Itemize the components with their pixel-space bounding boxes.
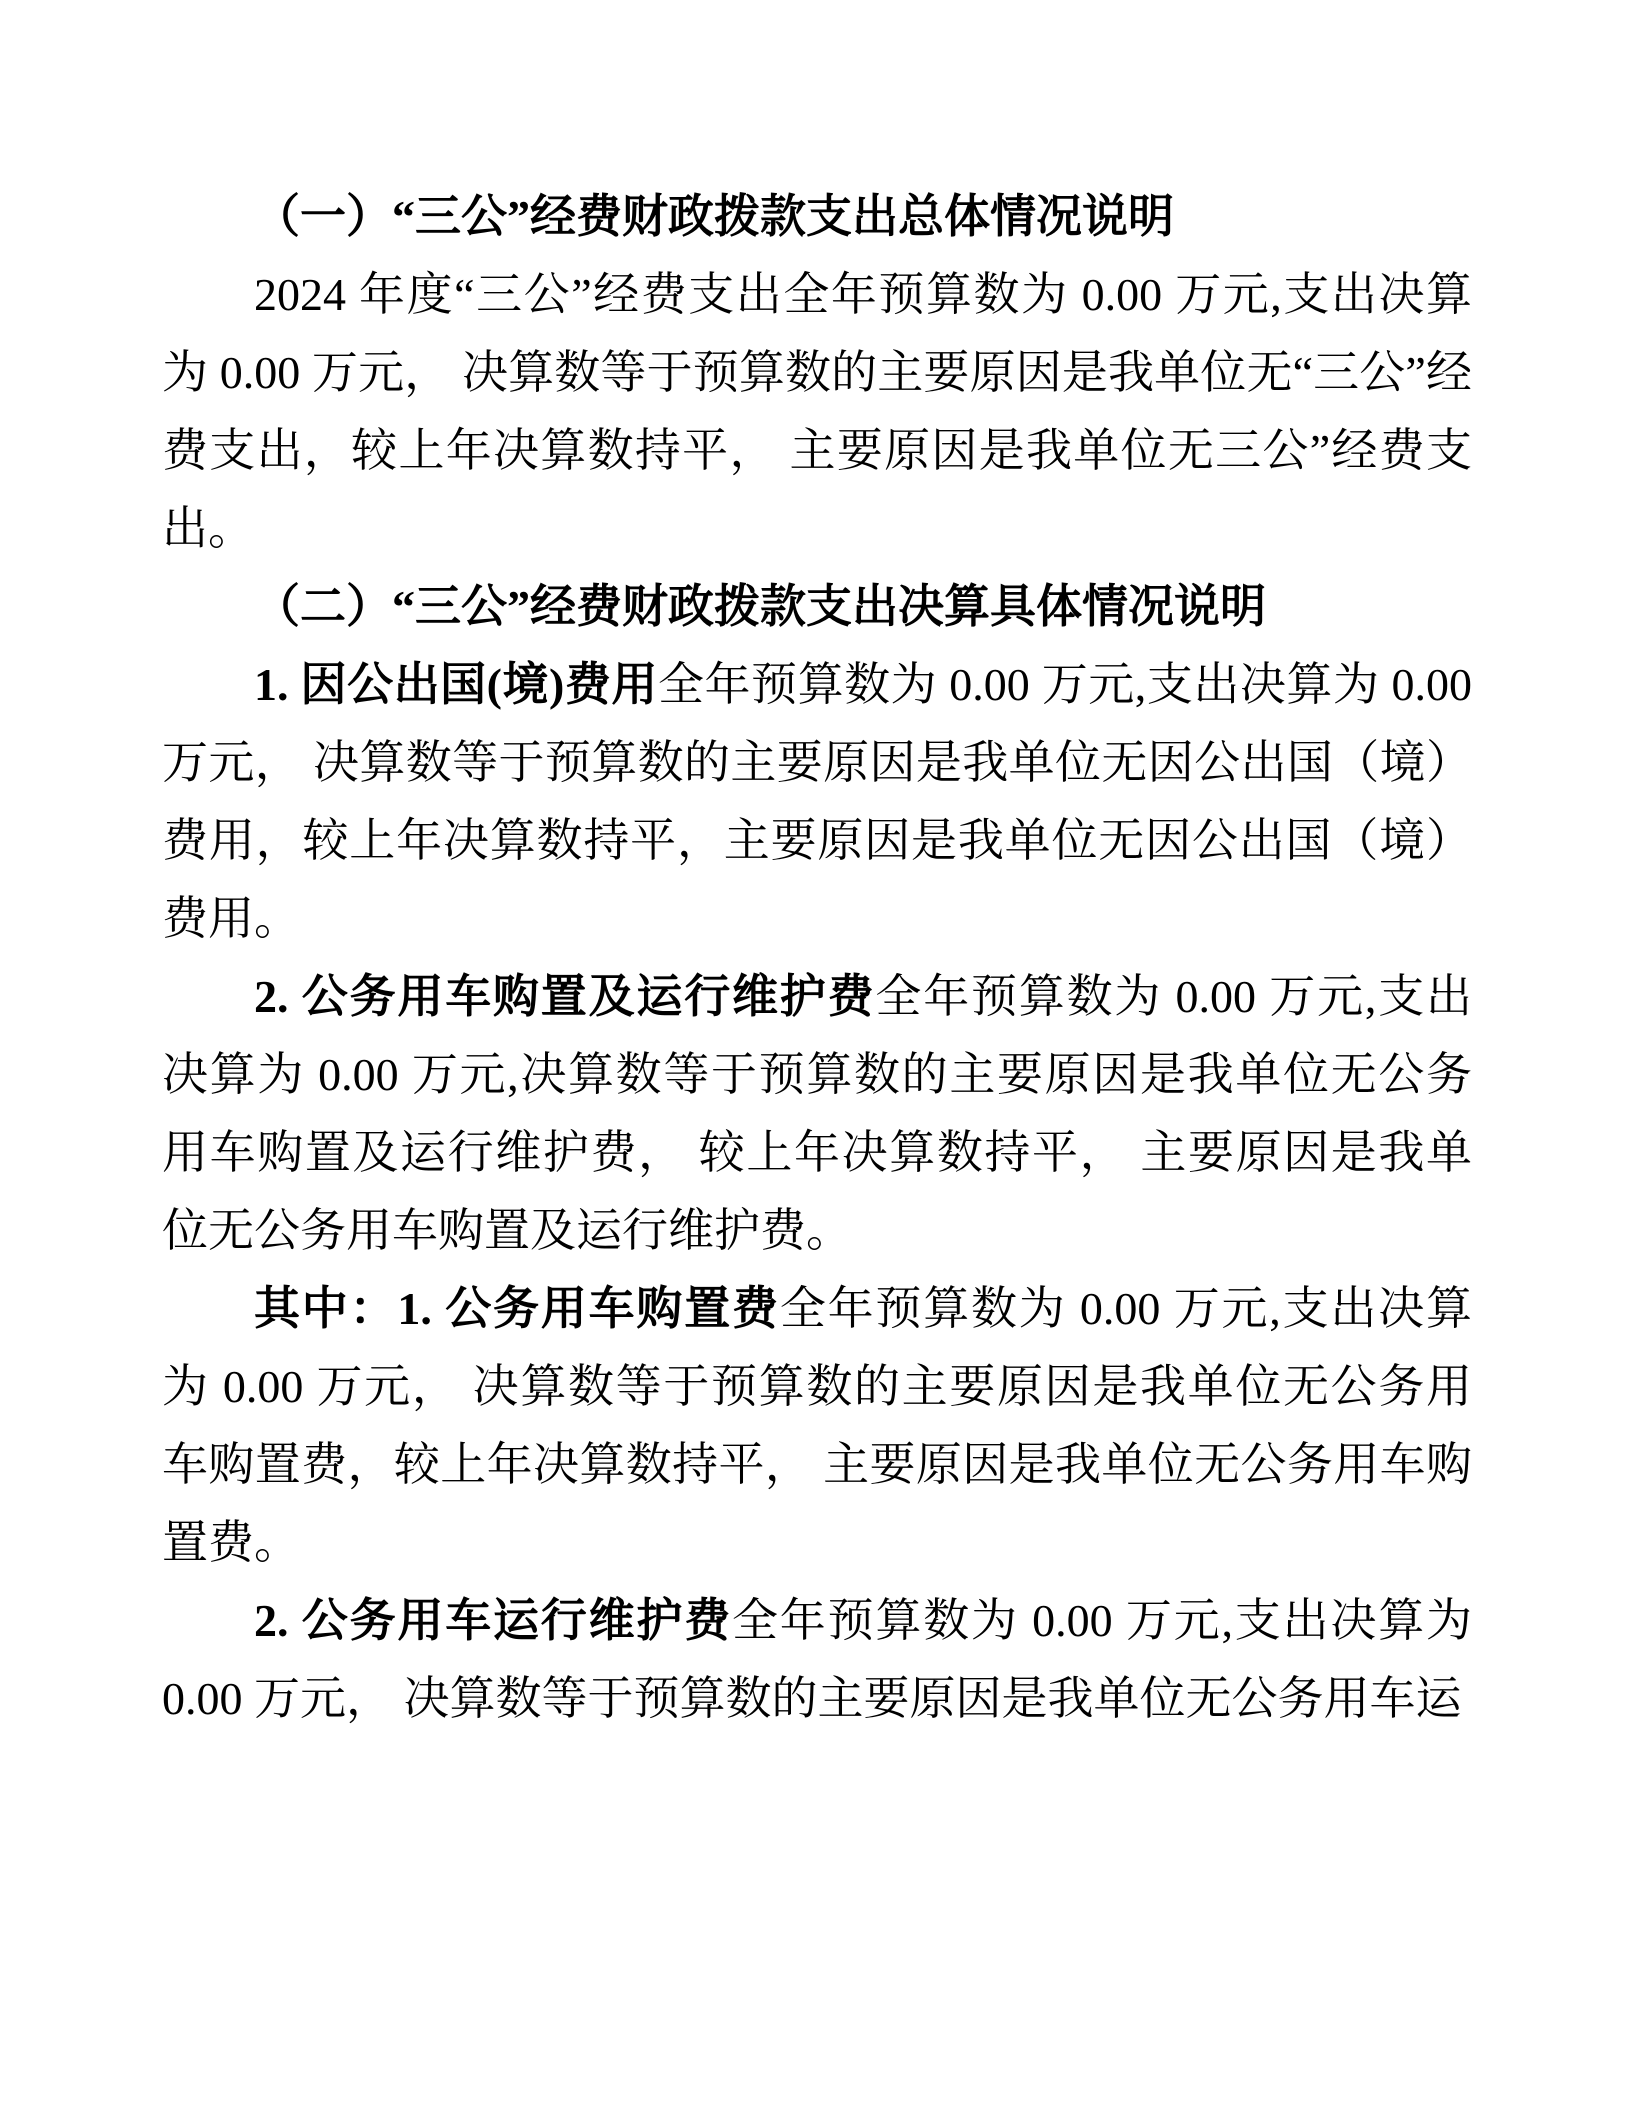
paragraph-vehicle-purchase	[162, 1270, 1472, 1582]
paragraph-vehicle-maintenance-body: 全年预算数为 0.00 万元,支出决算为 0.00 万元， 决算数等于预算数的主要原因是我单位无公务用车运	[162, 1595, 1473, 1724]
paragraph-vehicle-maintenance-lead: 2. 公务用车运行维护费	[254, 1595, 732, 1646]
paragraph-abroad-body: 全年预算数为 0.00 万元,支出决算为 0.00 万元， 决算数等于预算数的主要原因是我单位无因公出国（境）费用，较上年决算数持平，主要原因是我单位无因公出国（境）费用。	[162, 659, 1473, 944]
paragraph-abroad-lead: 1. 因公出国(境)费用	[254, 659, 658, 710]
paragraph-vehicle-purchase-body: 全年预算数为 0.00 万元,支出决算为 0.00 万元， 决算数等于预算数的主要原因是我单位无公务用车购置费，较上年决算数持平， 主要原因是我单位无公务用车购置费。	[162, 1283, 1473, 1568]
paragraph-vehicle-maintenance	[162, 1582, 1472, 1738]
paragraph-vehicle-purchase-lead: 其中：1. 公务用车购置费	[254, 1283, 780, 1334]
section-heading-specific: （二）“三公”经费财政拨款支出决算具体情况说明	[254, 581, 1266, 632]
paragraph-vehicle-total	[162, 958, 1472, 1270]
paragraph-abroad-expenses	[162, 646, 1472, 958]
section-heading-overall: （一）“三公”经费财政拨款支出总体情况说明	[254, 191, 1174, 242]
paragraph-vehicle-total-lead: 2. 公务用车购置及运行维护费	[254, 971, 876, 1022]
paragraph-overall-situation: 2024 年度“三公”经费支出全年预算数为 0.00 万元,支出决算为 0.00 万元， 决算数等于预算数的主要原因是我单位无“三公”经费支出，较上年决算数持平， 主要原因是我单位无三公”经费支出。	[162, 269, 1472, 554]
paragraph-vehicle-total-body: 全年预算数为 0.00 万元,支出决算为 0.00 万元,决算数等于预算数的主要原因是我单位无公务用车购置及运行维护费， 较上年决算数持平， 主要原因是我单位无公务用车购置及运行维护费。	[162, 971, 1473, 1256]
